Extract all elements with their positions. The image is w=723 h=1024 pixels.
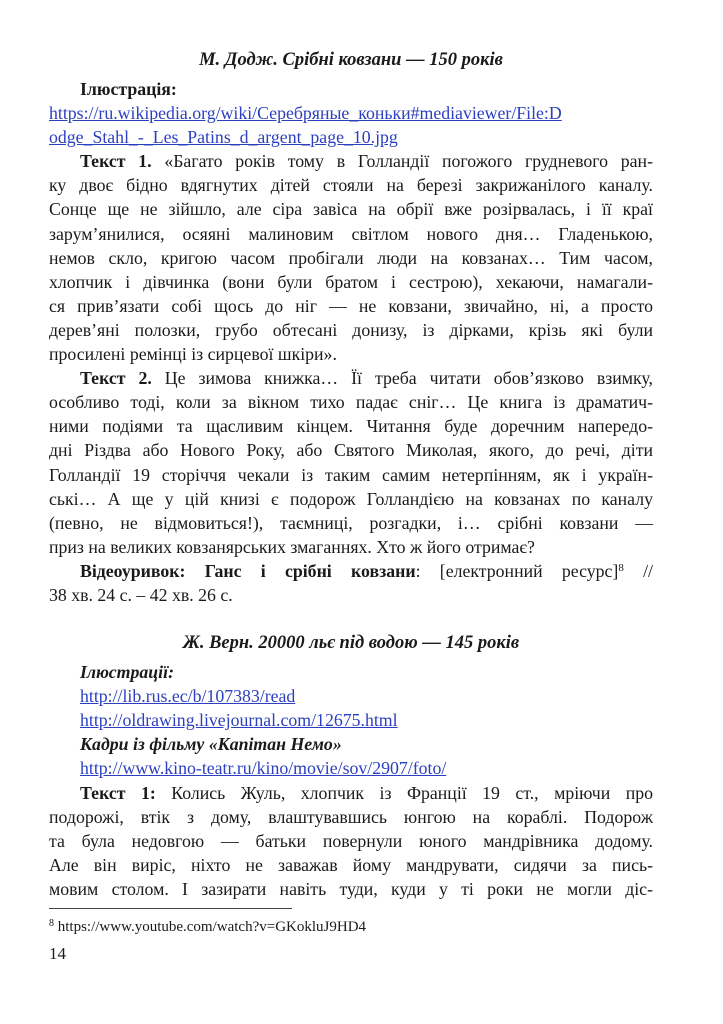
footnote-divider (49, 908, 292, 909)
illustrations-label: Ілюстрації: (80, 662, 174, 683)
verne-text1-line: Колись Жуль, хлопчик із Франції 19 ст., мріючи про (155, 782, 653, 803)
footnote-url[interactable]: https://www.youtube.com/watch?v=GKokluJ9HD4 (54, 919, 367, 935)
verne-text1-line: Але він виріс, ніхто не заважав йому мандрувати, сидячи за пись- (49, 854, 653, 875)
text1-line: «Багато років тому в Голландії погожого грудневого ран- (151, 151, 653, 172)
text2-line: Голландії 19 сторіччя чекали із таким самим нетерпінням, як і україн- (49, 464, 653, 485)
video-time: 38 хв. 24 с. – 42 хв. 26 с. (49, 584, 233, 605)
text1-line: ся прив’язати собі щось до ніг — не ковзани, звичайно, ні, а просто (49, 295, 653, 316)
text1-line: хлопчик і дівчинка (вони були братом і сестрою), хекаючи, намагали- (49, 271, 653, 292)
wikipedia-link-part-2[interactable]: odge_Stahl_-_Les_Patins_d_argent_page_10.jpg (49, 127, 398, 148)
text1-label: Текст 1. (80, 151, 152, 172)
link-line-3[interactable] (49, 756, 653, 780)
kino-teatr-link[interactable]: http://www.kino-teatr.ru/kino/movie/sov/2907/foto/ (80, 758, 447, 779)
verne-text1-label: Текст 1: (80, 782, 156, 803)
livejournal-link[interactable]: http://oldrawing.livejournal.com/12675.html (80, 710, 398, 731)
illustration-link-line-1[interactable] (49, 101, 653, 125)
video-tail: // (623, 560, 653, 581)
section-title-verne: Ж. Верн. 20000 льє під водою — 145 років (182, 633, 520, 654)
section-title-dodge: М. Додж. Срібні ковзани — 150 років (199, 50, 503, 70)
video-line (49, 559, 653, 583)
page-number: 14 (49, 944, 66, 963)
text2-line: ними подіями та щасливим кінцем. Читання буде доречним напередо- (49, 416, 653, 437)
verne-text1-line: та була недовгою — батьки повернули юного мандрівника додому. (49, 830, 653, 851)
text1-line: просилені ремінці із сирцевої шкіри». (49, 344, 337, 365)
wikipedia-link-part-1[interactable]: https://ru.wikipedia.org/wiki/Серебряные_коньки#mediaviewer/File:D (49, 103, 562, 124)
page-content (49, 48, 653, 901)
text1-line: дерев’яні полозки, грубо обтесані донизу, із дірками, крізь які були (49, 319, 653, 340)
text2-line: приз на великих ковзанярських змаганнях. Хто ж його отримає? (49, 536, 535, 557)
text1-line-0 (49, 149, 653, 173)
text1-line: зарум’янилися, осяяні малиновим світлом нового дня… Гладенькою, (49, 223, 653, 244)
lib-rus-link[interactable]: http://lib.rus.ec/b/107383/read (80, 686, 296, 707)
text2-line: дні Різдва або Нового Року, або Святого Миколая, якого, до речі, діти (49, 440, 653, 461)
text2-line: (певно, не відмовиться!), таємниці, розгадки, і… срібні ковзани — (49, 512, 653, 533)
footnote-number: 8 (49, 918, 54, 929)
text1-line: немов скло, кригою часом пробігали люди на ковзанах… Тим часом, (49, 247, 653, 268)
verne-text1-line-0 (49, 781, 653, 805)
link-line-2[interactable] (49, 708, 653, 732)
text2-label: Текст 2. (80, 368, 152, 389)
text1-line: Сонце ще не зійшло, але сіра завіса на обрії вже розірвалась, і її краї (49, 199, 653, 220)
text2-line: Це зимова книжка… Її треба читати обов’язково взимку, (151, 368, 653, 389)
video-text: : [електронний ресурс] (415, 560, 619, 581)
footnote-ref[interactable]: 8 (618, 561, 624, 574)
text1-line: ку двоє бідно вдягнутих дітей стояли на березі закрижанілого каналу. (49, 175, 653, 196)
frames-label: Кадри із фільму «Капітан Немо» (80, 734, 342, 755)
illustration-link-line-2[interactable] (49, 125, 653, 149)
illustration-label: Ілюстрація: (80, 79, 177, 99)
text2-line: ські… А ще у цій книзі є подорож Голландією на ковзанах по каналу (49, 488, 653, 509)
text2-line-0 (49, 366, 653, 390)
footnote (49, 918, 366, 936)
verne-text1-line: подорожі, втік з дому, влаштувавшись юнгою на кораблі. Подорож (49, 806, 653, 827)
verne-text1-line: мовим столом. І зазирати навіть туди, куди у ті роки не могли діс- (49, 878, 653, 899)
link-line-1[interactable] (49, 684, 653, 708)
text2-line: особливо тоді, коли за вікном тихо падає сніг… Це книга із драматич- (49, 392, 653, 413)
video-label: Відеоуривок: Ганс і срібні ковзани (80, 560, 416, 581)
